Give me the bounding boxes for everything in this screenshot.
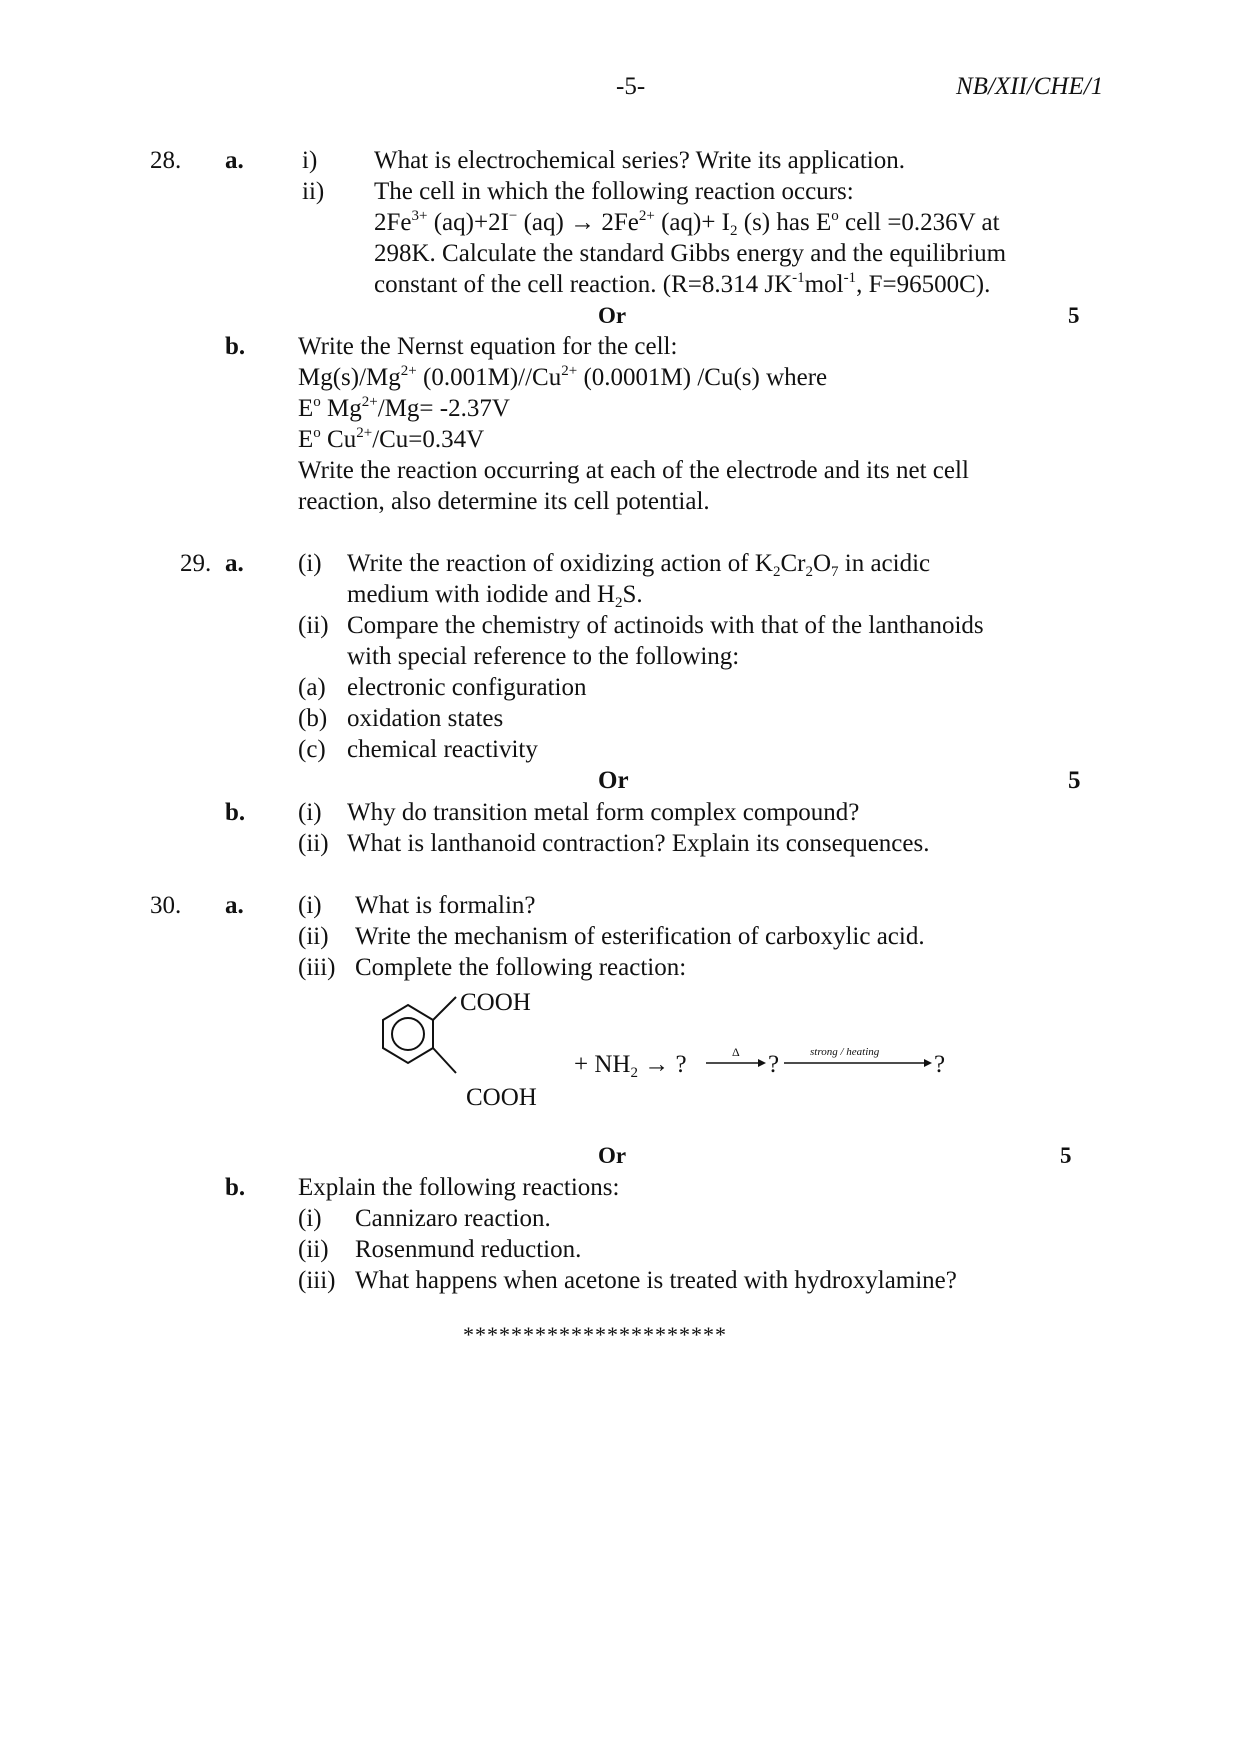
q29-i-num: (i)	[298, 550, 322, 577]
strong-heating-label: strong / heating	[810, 1046, 880, 1058]
delta-label: Δ	[732, 1045, 740, 1059]
q28-marks: 5	[1068, 303, 1080, 328]
reaction-scheme: + $NH_2$ → ?	[574, 1051, 687, 1081]
q28-constants: constant of the cell reaction. (R=8.314 $JK^{-1}mol^{-1}$, F=96500C).	[374, 270, 991, 298]
q29-b-ii-num: (ii)	[298, 830, 329, 857]
q29-i-line1: Write the reaction of oxidizing action of $K_2Cr_2O_7$ in acidic	[347, 550, 931, 580]
q30-i-num: (i)	[298, 892, 322, 919]
q30-b-line: Explain the following reactions:	[298, 1174, 620, 1201]
q29-c-text: chemical reactivity	[347, 736, 538, 763]
q30-part-b-label: b.	[225, 1174, 246, 1201]
q29-b-text: oxidation states	[347, 705, 504, 732]
arrow-heat-icon	[706, 1056, 766, 1070]
q29-ii-line1: Compare the chemistry of actinoids with that of the lanthanoids	[347, 612, 984, 639]
q30-part-a-label: a.	[225, 892, 244, 919]
q30-b-i-text: Cannizaro reaction.	[355, 1205, 551, 1232]
q30-b-iii-text: What happens when acetone is treated with hydroxylamine?	[355, 1267, 957, 1294]
cooh-top-label: COOH	[460, 989, 531, 1016]
q29-part-a-label: a.	[225, 550, 244, 577]
paper-code: NB/XII/CHE/1	[956, 73, 1104, 100]
q29-ii-num: (ii)	[298, 612, 329, 639]
q29-a-text: electronic configuration	[347, 674, 587, 701]
q30-b-i-num: (i)	[298, 1205, 322, 1232]
q28-a-ii-line1: The cell in which the following reaction occurs:	[374, 178, 854, 205]
q29-c-num: (c)	[298, 736, 326, 763]
bond-bottom	[433, 1048, 456, 1073]
q30-b-ii-num: (ii)	[298, 1236, 329, 1263]
q29-i-line2: medium with iodide and $H_2S$.	[347, 581, 643, 611]
q30-marks: 5	[1060, 1143, 1072, 1168]
q30-i-text: What is formalin?	[355, 892, 536, 919]
q30-or: Or	[598, 1143, 627, 1168]
q30-ii-num: (ii)	[298, 923, 329, 950]
q30-b-iii-num: (iii)	[298, 1267, 336, 1294]
q29-or: Or	[598, 767, 629, 794]
q28-b-line6: reaction, also determine its cell potential.	[298, 488, 710, 515]
cooh-bottom-label: COOH	[466, 1084, 537, 1111]
q28-b-line5: Write the reaction occurring at each of the electrode and its net cell	[298, 457, 969, 484]
q29-b-i-num: (i)	[298, 799, 322, 826]
q28-a-ii-num: ii)	[302, 178, 325, 205]
product-2-label: ?	[768, 1051, 780, 1078]
q28-b-line1: Write the Nernst equation for the cell:	[298, 333, 678, 360]
q28-or: Or	[598, 303, 627, 328]
product-3-label: ?	[934, 1051, 946, 1078]
q30-iii-num: (iii)	[298, 954, 336, 981]
q29-marks: 5	[1068, 767, 1081, 794]
question-number-30: 30.	[150, 892, 182, 919]
q29-ii-line2: with special reference to the following:	[347, 643, 740, 670]
end-of-paper-stars: **********************	[463, 1322, 727, 1347]
q29-b-ii-text: What is lanthanoid contraction? Explain its consequences.	[347, 830, 930, 857]
q29-b-num: (b)	[298, 705, 328, 732]
question-number-28: 28.	[150, 147, 182, 174]
q30-b-ii-text: Rosenmund reduction.	[355, 1236, 582, 1263]
q29-a-num: (a)	[298, 674, 326, 701]
q28-part-a-label: a.	[225, 147, 244, 174]
q28-mg-potential: $E^o$ $Mg^{2+}/Mg= -2.37V$	[298, 394, 510, 422]
q28-reaction-equation: $2Fe^{3+}$ (aq)+2I− $(aq) \to 2Fe^{2+}$ $(aq)+ I_2$ (s) has $E^o$ cell =0.236V at	[374, 208, 1000, 239]
benzene-ring	[383, 1005, 433, 1063]
q30-ii-text: Write the mechanism of esterification of carboxylic acid.	[355, 923, 925, 950]
q28-a-i-num: i)	[302, 147, 318, 174]
q28-a-i-text: What is electrochemical series? Write its application.	[374, 147, 905, 174]
bond-top	[433, 997, 456, 1020]
question-number-29: 29.	[180, 550, 212, 577]
q28-a-ii-line3: 298K. Calculate the standard Gibbs energy and the equilibrium	[374, 240, 1007, 267]
q28-cu-potential: $E^o$ $Cu^{2+}/Cu=0.34V$	[298, 425, 485, 453]
q29-part-b-label: b.	[225, 799, 246, 826]
arrow-strong-heating-icon	[784, 1056, 932, 1070]
q28-part-b-label: b.	[225, 333, 246, 360]
page-number: -5-	[616, 73, 646, 100]
q29-b-i-text: Why do transition metal form complex compound?	[347, 799, 860, 826]
q28-cell-notation: $Mg(s)/Mg^{2+}$ $(0.001M)//Cu^{2+}$ (0.0001M) /Cu(s) where	[298, 363, 828, 391]
q30-iii-text: Complete the following reaction:	[355, 954, 687, 981]
aromatic-circle	[392, 1018, 424, 1050]
